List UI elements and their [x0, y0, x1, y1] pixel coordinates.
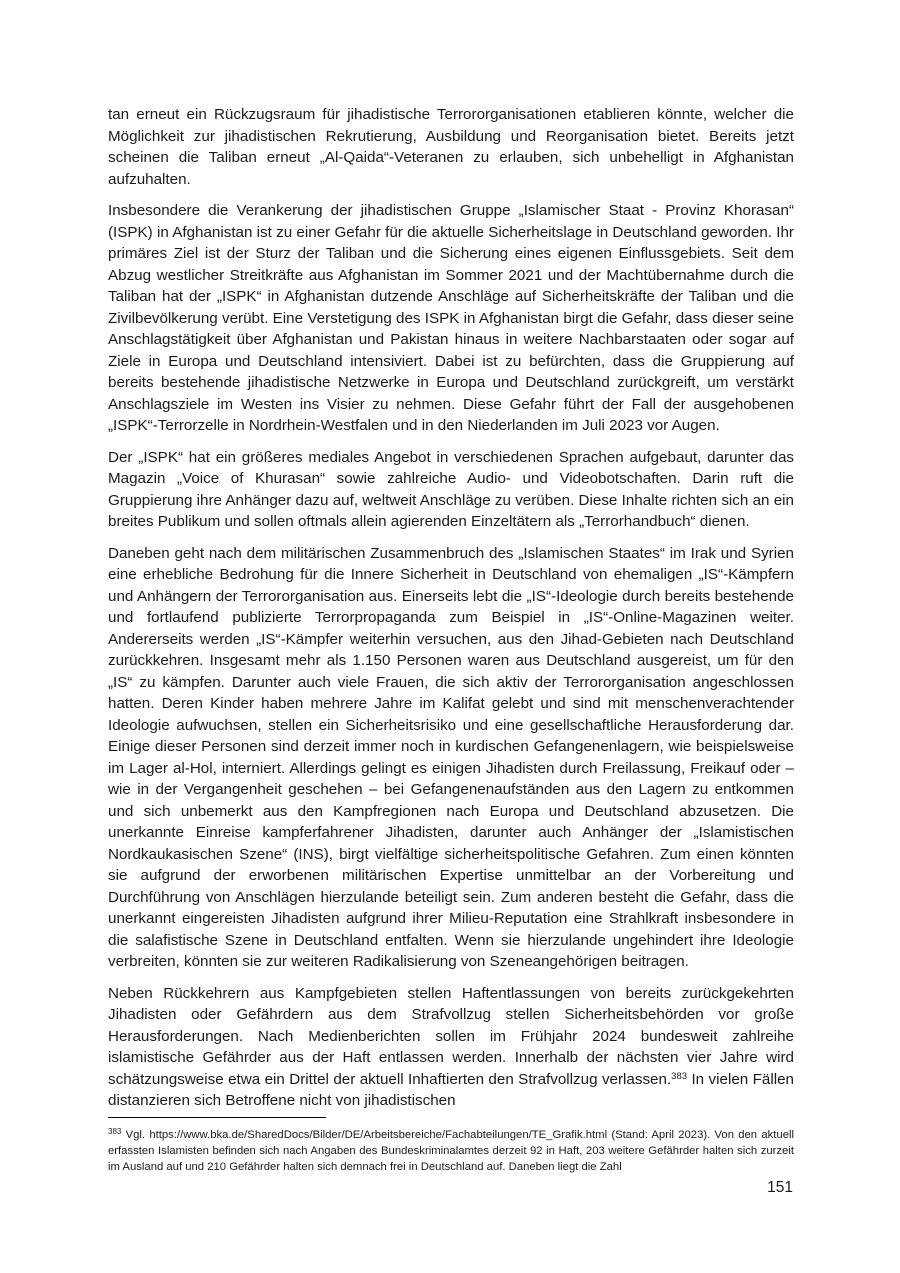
- paragraph-prison-release-continuation: In vielen Fällen distanzieren sich Betroffene nicht von jihadistischen: [108, 1070, 794, 1109]
- footnote-reference[interactable]: 383: [671, 1070, 688, 1082]
- footnote: [108, 1127, 794, 1175]
- footnote-text: Vgl. https://www.bka.de/SharedDocs/Bilder/DE/Arbeitsbereiche/Fachabteilungen/TE_Grafik.html (Stand: April 2023). Von den aktuell erfassten Islamisten befinden sich nach Angaben des Bundeskriminalamtes derzeit 92 in Haft, 203 weitere Gefährder halten sich zurzeit im Ausland auf und 210 Gefährder halten sich demnach frei in Deutschland auf. Daneben liegt die Zahl: [108, 1129, 794, 1173]
- paragraph-is-returnees: Daneben geht nach dem militärischen Zusammenbruch des „Islamischen Staates“ im Irak und Syrien eine erhebliche Bedrohung für die Innere Sicherheit in Deutschland von ehemaligen „IS“-Kämpfern und Anhängern der Terrororganisation aus. Einerseits lebt die „IS“-Ideologie durch bereits bestehende und fortlaufend publizierte Terrorpropaganda zum Beispiel in „IS“-Online-Magazinen weiter. Andererseits werden „IS“-Kämpfer weiterhin versuchen, aus den Jihad-Gebieten nach Deutschland zurückkehren. Insgesamt mehr als 1.150 Personen waren aus Deutschland ausgereist, um für den „IS“ zu kämpfen. Darunter auch viele Frauen, die sich aktiv der Terrororganisation angeschlossen hatten. Deren Kinder haben mehrere Jahre im Kalifat gelebt und sind mit menschenverachtender Ideologie aufwuchsen, stellen ein Sicherheitsrisiko und eine gesellschaftliche Herausforderung dar. Einige dieser Personen sind derzeit immer noch in kurdischen Gefangenenlagern, wie beispielsweise im Lager al-Hol, interniert. Allerdings gelingt es einigen Jihadisten durch Freilassung, Freikauf oder – wie in der Vergangenheit geschehen – bei Gefangenenaufständen aus den Lagern zu entkommen und sich unbemerkt aus den Kampfregionen nach Europa und Deutschland abzusetzen. Die unerkannte Einreise kampferfahrener Jihadisten, darunter auch Anhänger der „Islamistischen Nordkaukasischen Szene“ (INS), birgt vielfältige sicherheitspolitische Gefahren. Zum einen könnten sie aufgrund der erworbenen militärischen Expertise unmittelbar an der Vorbereitung und Durchführung von Anschlägen hierzulande beteiligt sein. Zum anderen besteht die Gefahr, dass die unerkannt eingereisten Jihadisten aufgrund ihrer Milieu-Reputation eine Strahlkraft insbesondere in die salafistische Szene in Deutschland entfalten. Wenn sie hierzulande ungehindert ihre Ideologie verbreiten, könnten sie zur weiteren Radikalisierung von Szeneangehörigen beitragen.: [108, 544, 794, 970]
- footnote-separator: [108, 1117, 326, 1118]
- footnote-number: 383: [108, 1127, 122, 1136]
- paragraph-ispk-media: Der „ISPK“ hat ein größeres mediales Angebot in verschiedenen Sprachen aufgebaut, darunter das Magazin „Voice of Khurasan“ sowie zahlreiche Audio- und Videobotschaften. Darin ruft die Gruppierung ihre Anhänger dazu auf, weltweit Anschläge zu verüben. Diese Inhalte richten sich an ein breites Publikum und sollen oftmals allein agierenden Einzeltätern als „Terrorhandbuch“ dienen.: [108, 448, 794, 530]
- body-text: [108, 104, 794, 1122]
- page-number: 151: [767, 1179, 793, 1196]
- paragraph-prison-release-text: Neben Rückkehrern aus Kampfgebieten stellen Haftentlassungen von bereits zurückgekehrten Jihadisten oder Gefährdern aus dem Strafvollzug stellen Sicherheitsbehörden vor große Herausforderungen. Nach Medienberichten sollen im Frühjahr 2024 bundesweit zahlreihe islamistische Gefährder aus der Haft entlassen werden. Innerhalb der nächsten vier Jahre wird schätzungsweise etwa ein Drittel der aktuell Inhaftierten den Strafvollzug verlassen.: [108, 984, 794, 1088]
- paragraph-afghanistan-retreat: tan erneut ein Rückzugsraum für jihadistische Terrororganisationen etablieren könnte, welcher die Möglichkeit zur jihadistischen Rekrutierung, Ausbildung und Reorganisation bietet. Bereits jetzt scheinen die Taliban erneut „Al-Qaida“-Veteranen zu erlauben, sich unbehelligt in Afghanistan aufzuhalten.: [108, 106, 794, 188]
- paragraph-prison-release: [108, 983, 794, 1112]
- paragraph-ispk-threat: Insbesondere die Verankerung der jihadistischen Gruppe „Islamischer Staat - Provinz Khorasan“ (ISPK) in Afghanistan ist zu einer Gefahr für die aktuelle Sicherheitslage in Deutschland geworden. Ihr primäres Ziel ist der Sturz der Taliban und die Sicherung eines eigenen Einflussgebiets. Seit dem Abzug westlicher Streitkräfte aus Afghanistan im Sommer 2021 und der Machtübernahme durch die Taliban hat der „ISPK“ in Afghanistan dutzende Anschläge auf Sicherheitskräfte der Taliban und die Zivilbevölkerung verübt. Eine Verstetigung des ISPK in Afghanistan birgt die Gefahr, dass dieser seine Anschlagstätigkeit über Afghanistan und Pakistan hinaus in weitere Nachbarstaaten oder sogar auf Ziele in Europa und Deutschland intensiviert. Dabei ist zu befürchten, dass die Gruppierung auf bereits bestehende jihadistische Netzwerke in Europa und Deutschland zurückgreift, um verstärkt Anschlagsziele im Westen ins Visier zu nehmen. Diese Gefahr führt der Fall der ausgehobenen „ISPK“-Terrorzelle in Nordrhein-Westfalen und in den Niederlanden im Juli 2023 vor Augen.: [108, 202, 794, 434]
